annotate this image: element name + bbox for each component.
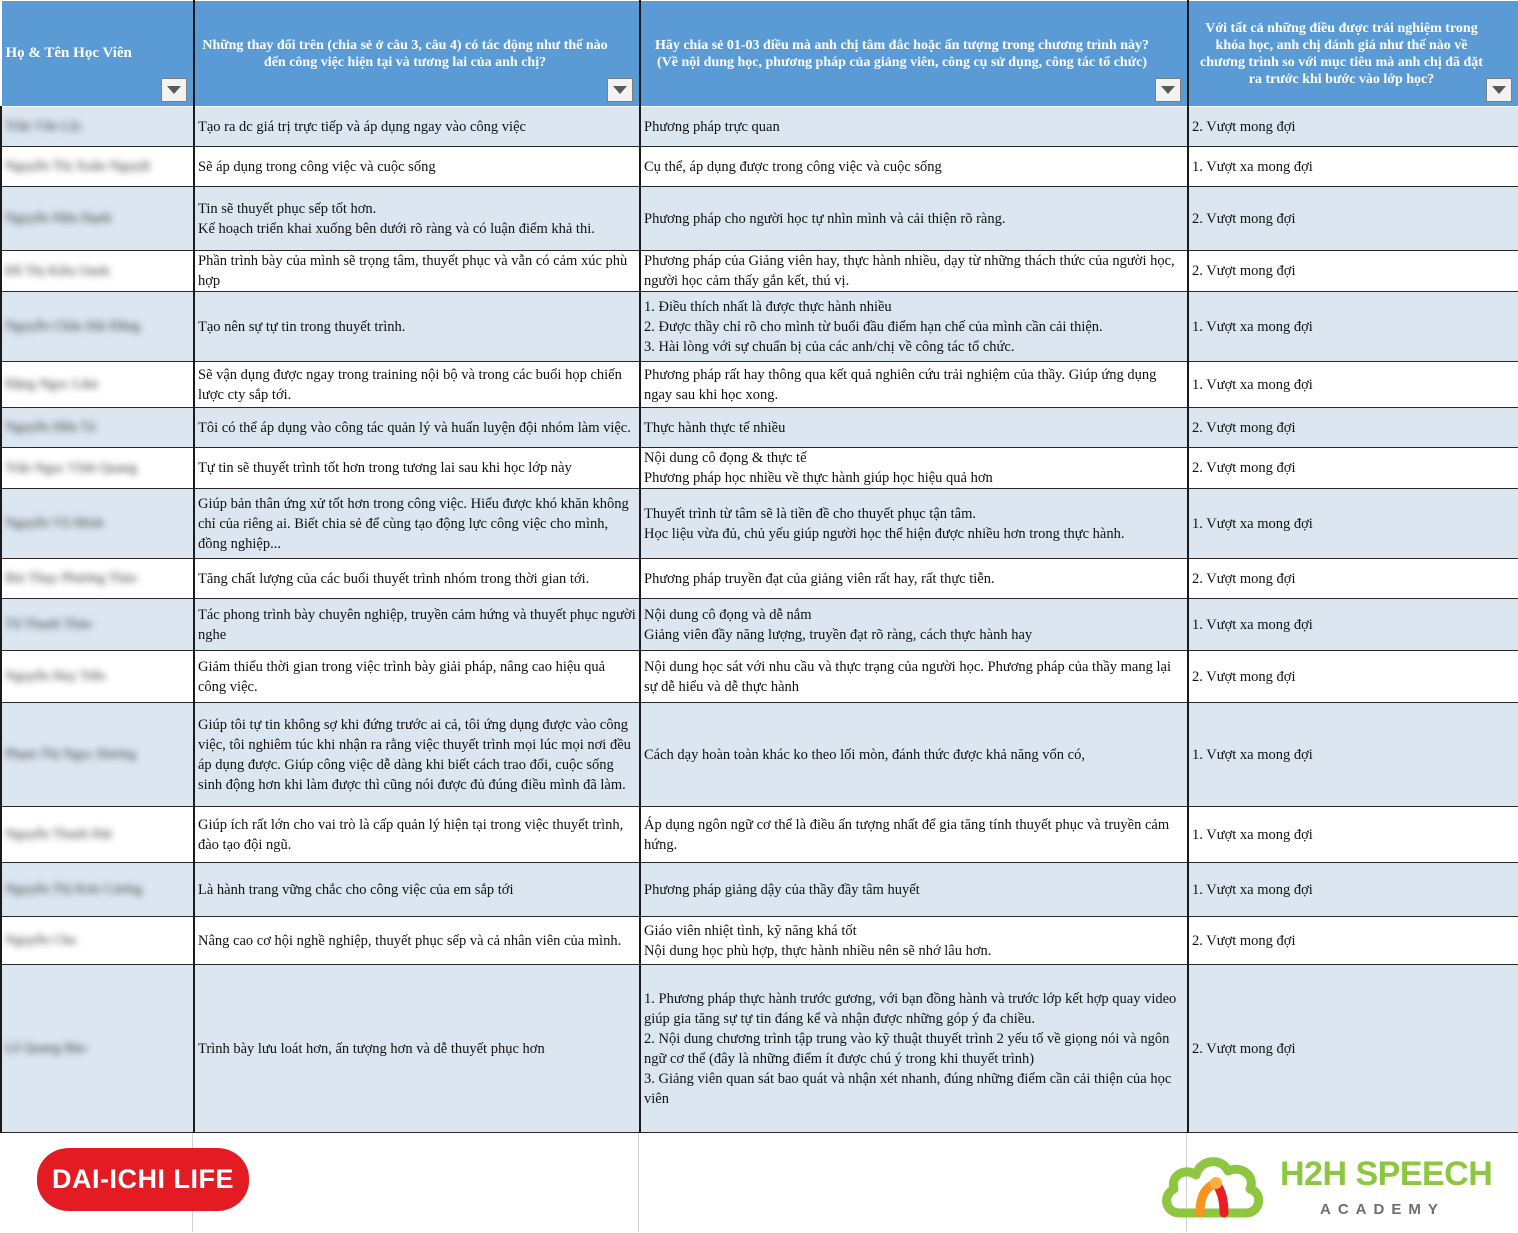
highlight-cell[interactable]: Thực hành thực tế nhiều [640,408,1188,448]
student-name-blurred: Nguyễn Hữu Tá [5,420,96,435]
student-name-blurred: Nguyễn Chu [5,933,77,948]
h2h-speech-academy-logo: H2H SPEECH ACADEMY [1160,1143,1505,1228]
student-name-blurred: Nguyễn Thanh Hải [5,827,113,842]
impact-cell[interactable]: Tin sẽ thuyết phục sếp tốt hơn. Kế hoạch triển khai xuống bên dưới rõ ràng và có luận điểm khả thi. [194,187,640,251]
rating-cell[interactable]: 2. Vượt mong đợi [1188,651,1518,703]
table-row [1,703,1518,807]
student-name-cell[interactable] [1,251,194,292]
student-name-cell[interactable] [1,599,194,651]
impact-cell[interactable]: Giảm thiểu thời gian trong việc trình bày giải pháp, nâng cao hiệu quả công việc. [194,651,640,703]
table-row [1,187,1518,251]
highlight-cell[interactable]: Cụ thể, áp dụng được trong công việc và cuộc sống [640,147,1188,187]
highlight-cell[interactable]: Giáo viên nhiệt tình, kỹ năng khá tốt Nội dung học phù hợp, thực hành nhiều nên sẽ nhớ lâu hơn. [640,917,1188,965]
footer-logos [0,1133,1518,1232]
h2h-cloud-icon [1160,1143,1275,1228]
rating-cell[interactable]: 2. Vượt mong đợi [1188,107,1518,147]
student-name-blurred: Nguyễn Huy Tiến [5,669,106,684]
student-name-blurred: Nguyễn Châu Hải Đăng [5,319,140,334]
student-name-cell[interactable] [1,863,194,917]
highlight-cell[interactable]: Phương pháp truyền đạt của giảng viên rất hay, rất thực tiễn. [640,559,1188,599]
table-row [1,448,1518,489]
impact-cell[interactable]: Tôi có thể áp dụng vào công tác quản lý và huấn luyện đội nhóm làm việc. [194,408,640,448]
student-name-cell[interactable] [1,292,194,362]
student-name-cell[interactable] [1,107,194,147]
column-divider [638,1133,639,1232]
highlight-cell[interactable]: Nội dung cô đọng & thực tế Phương pháp học nhiều về thực hành giúp học hiệu quả hơn [640,448,1188,489]
student-name-cell[interactable] [1,362,194,408]
rating-cell[interactable]: 2. Vượt mong đợi [1188,917,1518,965]
student-name-blurred: Nguyễn Thị Xuân Nguyệt [5,159,151,174]
highlight-cell[interactable]: Phương pháp của Giảng viên hay, thực hành nhiều, dạy từ những thách thức của người học, người học cảm thấy gắn kết, thú vị. [640,251,1188,292]
table-row [1,965,1518,1133]
impact-cell[interactable]: Sẽ áp dụng trong công việc và cuộc sống [194,147,640,187]
filter-dropdown-icon[interactable] [1155,78,1181,102]
impact-cell[interactable]: Tăng chất lượng của các buổi thuyết trình nhóm trong thời gian tới. [194,559,640,599]
impact-cell[interactable]: Tạo nên sự tự tin trong thuyết trình. [194,292,640,362]
impact-cell[interactable]: Tác phong trình bày chuyên nghiệp, truyền cảm hứng và thuyết phục người nghe [194,599,640,651]
header-highlights: Hãy chia sẻ 01-03 điều mà anh chị tâm đắc hoặc ấn tượng trong chương trình này? (Về nội dung học, phương pháp của giảng viên, công cụ sử dụng, công tác tổ chức) [640,1,1188,107]
filter-dropdown-icon[interactable] [607,78,633,102]
header-student-name: Họ & Tên Học Viên [1,1,194,107]
impact-cell[interactable]: Giúp tôi tự tin không sợ khi đứng trước ai cả, tôi ứng dụng được vào công việc, tôi nghiêm túc khi nhận ra rằng việc thuyết trình mọi lúc mọi nơi đều áp dụng được. Giúp công việc dễ dàng khi biết cách trao đổi, cuộc sống sinh động hơn khi làm được thì cũng nói được đủ đúng điều mình đã làm. [194,703,640,807]
rating-cell[interactable]: 1. Vượt xa mong đợi [1188,807,1518,863]
impact-cell[interactable]: Phần trình bày của mình sẽ trọng tâm, thuyết phục và vẫn có cảm xúc phù hợp [194,251,640,292]
student-name-blurred: Trần Ngọc Vĩnh Quang [5,460,137,476]
highlight-cell[interactable]: 1. Phương pháp thực hành trước gương, với bạn đồng hành và trước lớp kết hợp quay video giúp gia tăng sự tự tin đáng kể và nhận được những góp ý đa chiều. 2. Nội dung chương trình tập trung vào kỹ thuật thuyết trình 2 yếu tố về giọng nói và ngôn ngữ cơ thể (đây là những điểm ít được chú ý trong khi thuyết trình) 3. Giảng viên quan sát bao quát và nhận xét nhanh, đúng những điểm cần cải thiện của học viên [640,965,1188,1133]
rating-cell[interactable]: 2. Vượt mong đợi [1188,251,1518,292]
dai-ichi-life-logo: DAI-ICHI LIFE [37,1148,249,1211]
highlight-cell[interactable]: Phương pháp cho người học tự nhìn mình và cải thiện rõ ràng. [640,187,1188,251]
table-row [1,251,1518,292]
student-name-blurred: Đặng Ngọc Lâm [5,377,99,392]
student-name-blurred: Bùi Thụy Phương Thảo [5,571,138,586]
header-rating: Với tất cả những điều được trải nghiệm trong khóa học, anh chị đánh giá như thế nào về chương trình so với mục tiêu mà anh chị đã đặt ra trước khi bước vào lớp học? [1188,1,1518,107]
student-name-cell[interactable] [1,703,194,807]
rating-cell[interactable]: 2. Vượt mong đợi [1188,448,1518,489]
header-row [1,1,1518,107]
student-name-cell[interactable] [1,559,194,599]
student-name-blurred: Nguyễn Hữu Hạnh [5,211,112,226]
student-name-cell[interactable] [1,917,194,965]
table-row [1,107,1518,147]
rating-cell[interactable]: 2. Vượt mong đợi [1188,559,1518,599]
student-name-cell[interactable] [1,147,194,187]
student-name-blurred: Đỗ Thị Kiều Oanh [5,263,110,279]
rating-cell[interactable]: 2. Vượt mong đợi [1188,965,1518,1133]
student-name-cell[interactable] [1,807,194,863]
rating-cell[interactable]: 1. Vượt xa mong đợi [1188,489,1518,559]
student-name-blurred: Lê Quang Bảo [5,1041,87,1056]
student-name-cell[interactable] [1,651,194,703]
rating-cell[interactable]: 1. Vượt xa mong đợi [1188,292,1518,362]
table-row [1,147,1518,187]
table-row [1,917,1518,965]
highlight-cell[interactable]: Áp dụng ngôn ngữ cơ thể là điều ấn tượng nhất để gia tăng tính thuyết phục và truyền cảm hứng. [640,807,1188,863]
highlight-cell[interactable]: Phương pháp giảng dậy của thầy đầy tâm huyết [640,863,1188,917]
student-name-blurred: Nguyễn Vũ Minh [5,516,104,531]
table-row [1,807,1518,863]
rating-cell[interactable]: 1. Vượt xa mong đợi [1188,362,1518,408]
table-row [1,489,1518,559]
table-row [1,292,1518,362]
filter-dropdown-icon[interactable] [161,78,187,102]
student-name-cell[interactable] [1,448,194,489]
impact-cell[interactable]: Giúp ích rất lớn cho vai trò là cấp quản lý hiện tại trong việc thuyết trình, đào tạo đội ngũ. [194,807,640,863]
student-name-cell[interactable] [1,187,194,251]
impact-cell[interactable]: Sẽ vận dụng được ngay trong training nội bộ và trong các buổi họp chiến lược cty sắp tới. [194,362,640,408]
impact-cell[interactable]: Nâng cao cơ hội nghề nghiệp, thuyết phục sếp và cả nhân viên của mình. [194,917,640,965]
rating-cell[interactable]: 1. Vượt xa mong đợi [1188,147,1518,187]
student-name-cell[interactable] [1,408,194,448]
impact-cell[interactable]: Tự tin sẽ thuyết trình tốt hơn trong tương lai sau khi học lớp này [194,448,640,489]
student-name-blurred: Nguyễn Thị Kim Cương [5,882,143,897]
table-body [1,107,1518,1133]
student-name-blurred: Phạm Thị Ngọc Hương [5,747,137,762]
highlight-cell[interactable]: Nội dung cô đọng và dễ nắm Giảng viên đầy năng lượng, truyền đạt rõ ràng, cách thực hành hay [640,599,1188,651]
filter-dropdown-icon[interactable] [1486,78,1512,102]
highlight-cell[interactable]: Nội dung học sát với nhu cầu và thực trạng của người học. Phương pháp của thầy mang lại sự dễ hiểu và dễ thực hành [640,651,1188,703]
student-name-cell[interactable] [1,965,194,1133]
rating-cell[interactable]: 1. Vượt xa mong đợi [1188,703,1518,807]
table-row [1,362,1518,408]
highlight-cell[interactable]: Phương pháp trực quan [640,107,1188,147]
header-impact: Những thay đổi trên (chia sẻ ở câu 3, câu 4) có tác động như thế nào đến công việc hiện tại và tương lai của anh chị? [194,1,640,107]
rating-cell[interactable]: 1. Vượt xa mong đợi [1188,599,1518,651]
student-name-blurred: Trần Văn Lộc [5,119,83,134]
student-name-cell[interactable] [1,489,194,559]
student-name-blurred: Từ Thanh Thảo [5,617,93,632]
impact-cell[interactable]: Là hành trang vững chắc cho công việc của em sắp tới [194,863,640,917]
table-row [1,651,1518,703]
rating-cell[interactable]: 2. Vượt mong đợi [1188,408,1518,448]
table-row [1,863,1518,917]
highlight-cell[interactable]: 1. Điều thích nhất là được thực hành nhiều 2. Được thầy chỉ rõ cho mình từ buổi đầu điểm hạn chế của mình cần cải thiện. 3. Hài lòng với sự chuẩn bị của các anh/chị về công tác tổ chức. [640,292,1188,362]
impact-cell[interactable]: Tạo ra dc giá trị trực tiếp và áp dụng ngay vào công việc [194,107,640,147]
table-row [1,559,1518,599]
impact-cell[interactable]: Giúp bản thân ứng xử tốt hơn trong công việc. Hiểu được khó khăn không chỉ của riêng ai. Biết chia sẻ để cùng tạo động lực công việc cho mình, đồng nghiệp... [194,489,640,559]
table-row [1,408,1518,448]
rating-cell[interactable]: 2. Vượt mong đợi [1188,187,1518,251]
highlight-cell[interactable]: Phương pháp rất hay thông qua kết quả nghiên cứu trải nghiệm của thầy. Giúp ứng dụng ngay sau khi học xong. [640,362,1188,408]
highlight-cell[interactable]: Thuyết trình từ tâm sẽ là tiền đề cho thuyết phục tận tâm. Học liệu vừa đủ, chủ yếu giúp người học thể hiện được nhiều hơn trong thực hành. [640,489,1188,559]
rating-cell[interactable]: 1. Vượt xa mong đợi [1188,863,1518,917]
table-row [1,599,1518,651]
impact-cell[interactable]: Trình bày lưu loát hơn, ấn tượng hơn và dễ thuyết phục hơn [194,965,640,1133]
highlight-cell[interactable]: Cách dạy hoàn toàn khác ko theo lối mòn, đánh thức được khả năng vốn có, [640,703,1188,807]
